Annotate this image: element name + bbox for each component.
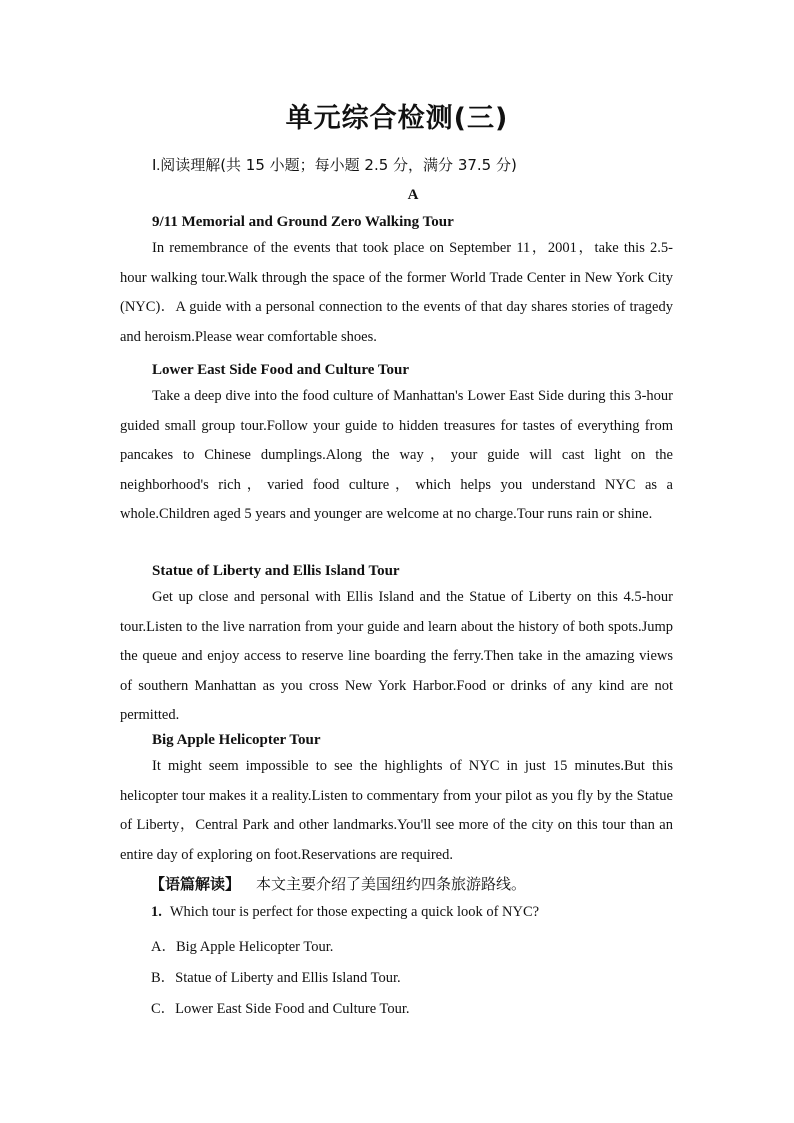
section-numeral: Ⅰ. — [152, 158, 161, 174]
explanation-text: 本文主要介绍了美国纽约四条旅游路线。 — [256, 875, 527, 893]
tour-heading: Lower East Side Food and Culture Tour — [152, 362, 409, 378]
tour-description: Get up close and personal with Ellis Island and the Statue of Liberty on this 4.5-hour tour.Listen to the live narration from your guide and learn about the history of both spots.Jump the queue and enjoy access to reserve line boarding the ferry.Then take in the amazing views of southern Manhattan as you cross New York Harbor.Food or drinks of any kind are not permitted. — [120, 589, 673, 723]
passage-explanation — [150, 873, 526, 894]
question-text: Which tour is perfect for those expecting a quick look of NYC? — [169, 904, 540, 920]
question-stem — [151, 904, 539, 921]
option-b: B．Statue of Liberty and Ellis Island Tour. — [151, 970, 401, 986]
section-heading — [152, 154, 517, 175]
part-label: A — [407, 187, 419, 203]
tour-description: Take a deep dive into the food culture of Manhattan's Lower East Side during this 3-hour guided small group tour.Follow your guide to hidden treasures for tastes of everything from pancakes to Chinese dumplings.Along the way，your guide will cast light on the neighborhood's rich，varied food culture，which helps you understand NYC as a whole.Children aged 5 years and younger are welcome at no charge.Tour runs rain or shine. — [120, 388, 673, 522]
option-a: A．Big Apple Helicopter Tour. — [151, 939, 334, 955]
tour-description: In remembrance of the events that took place on September 11，2001，take this 2.5-hour walking tour.Walk through the space of the former World Trade Center in New York City (NYC)．A guide with a personal connection to the events of that day shares stories of tragedy and heroism.Please wear comfortable shoes. — [120, 240, 673, 345]
tour-block — [120, 728, 673, 870]
option-c: C．Lower East Side Food and Culture Tour. — [151, 1001, 410, 1017]
page-title: 单元综合检测(三) — [285, 103, 509, 134]
question-number: 1. — [151, 904, 162, 920]
tour-block — [120, 358, 673, 530]
explanation-tag: 【语篇解读】 — [150, 875, 241, 893]
tour-description: It might seem impossible to see the highlights of NYC in just 15 minutes.But this helicopter tour makes it a reality.Listen to commentary from your pilot as you fly by the Statue of Liberty，Central Park and other landmarks.You'll see more of the city on this tour than an entire day of exploring on foot.Reservations are required. — [120, 758, 673, 863]
tour-heading: 9/11 Memorial and Ground Zero Walking Tour — [152, 214, 454, 230]
tour-heading: Statue of Liberty and Ellis Island Tour — [152, 563, 400, 579]
section-label: 阅读理解(共 15 小题；每小题 2.5 分，满分 37.5 分) — [160, 156, 517, 174]
tour-block — [120, 559, 673, 731]
tour-heading: Big Apple Helicopter Tour — [152, 732, 321, 748]
tour-block — [120, 210, 673, 352]
